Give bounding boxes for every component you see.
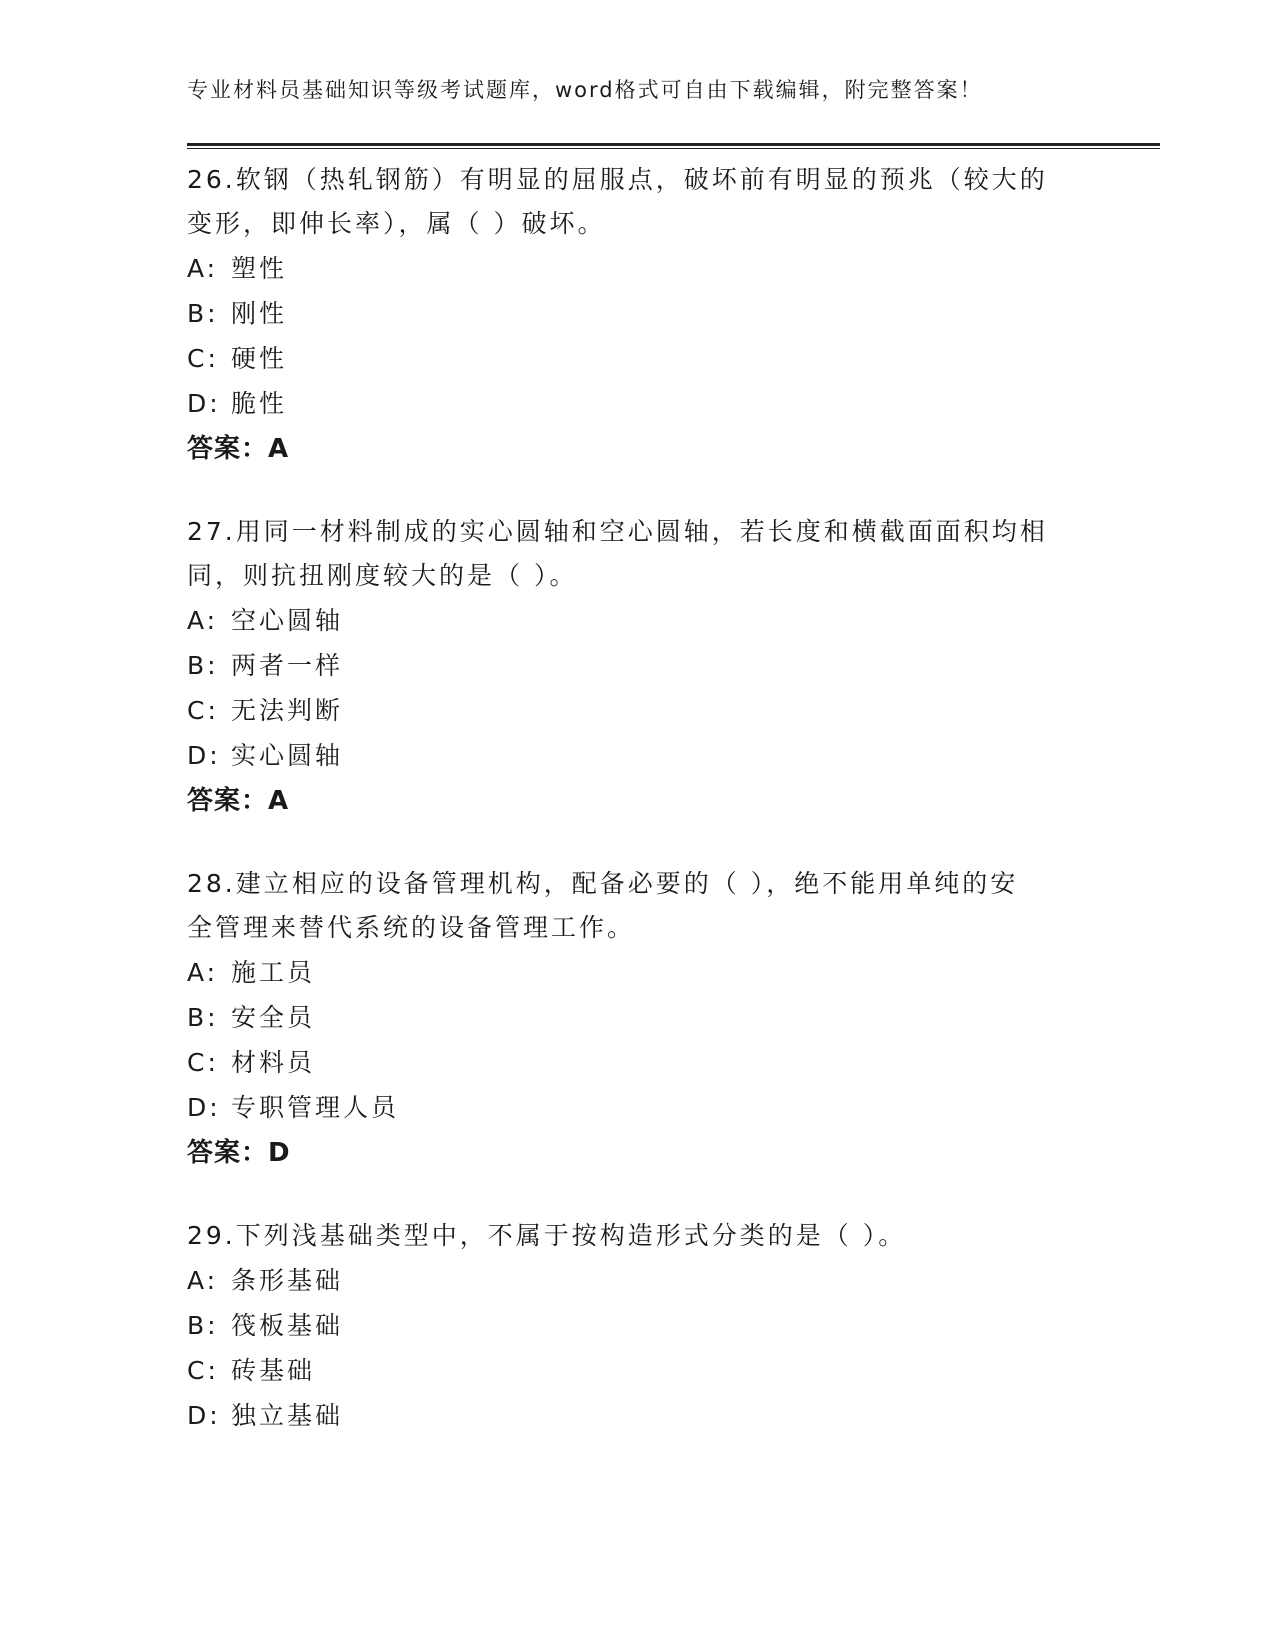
option-b bbox=[187, 291, 1087, 336]
option-c bbox=[187, 1348, 1087, 1393]
option-text: 空心圆轴 bbox=[231, 606, 344, 635]
option-key: D: bbox=[187, 741, 221, 770]
option-b bbox=[187, 1303, 1087, 1348]
answer-line: 答案：A bbox=[187, 786, 290, 816]
option-d bbox=[187, 733, 1087, 778]
option-text: 实心圆轴 bbox=[231, 741, 344, 770]
option-b bbox=[187, 995, 1087, 1040]
option-text: 施工员 bbox=[231, 958, 316, 987]
question-stem-line: 26.软钢（热轧钢筋）有明显的屈服点，破坏前有明显的预兆（较大的 bbox=[187, 165, 1048, 194]
option-a bbox=[187, 246, 1087, 291]
option-key: D: bbox=[187, 389, 221, 418]
option-key: B: bbox=[187, 1003, 219, 1032]
option-key: A: bbox=[187, 1266, 219, 1295]
option-key: D: bbox=[187, 1093, 221, 1122]
option-key: A: bbox=[187, 254, 219, 283]
option-text: 无法判断 bbox=[231, 696, 344, 725]
header-divider bbox=[187, 143, 1160, 149]
option-text: 脆性 bbox=[231, 389, 288, 418]
option-text: 专职管理人员 bbox=[231, 1093, 400, 1122]
option-key: C: bbox=[187, 344, 219, 373]
option-d bbox=[187, 1085, 1087, 1130]
question-28 bbox=[187, 862, 1087, 1176]
question-26 bbox=[187, 158, 1087, 472]
question-stem-line: 29.下列浅基础类型中，不属于按构造形式分类的是（ ）。 bbox=[187, 1221, 907, 1250]
page-header: 专业材料员基础知识等级考试题库，word格式可自由下载编辑，附完整答案！ bbox=[187, 78, 983, 102]
option-key: A: bbox=[187, 958, 219, 987]
option-c bbox=[187, 336, 1087, 381]
option-key: D: bbox=[187, 1401, 221, 1430]
option-text: 条形基础 bbox=[231, 1266, 344, 1295]
option-key: B: bbox=[187, 651, 219, 680]
question-29 bbox=[187, 1214, 1087, 1438]
option-d bbox=[187, 381, 1087, 426]
option-text: 安全员 bbox=[231, 1003, 316, 1032]
question-stem-line: 全管理来替代系统的设备管理工作。 bbox=[187, 913, 636, 942]
option-key: C: bbox=[187, 1356, 219, 1385]
option-c bbox=[187, 688, 1087, 733]
option-key: B: bbox=[187, 299, 219, 328]
question-stem-line: 变形，即伸长率），属（ ）破坏。 bbox=[187, 209, 606, 238]
option-text: 材料员 bbox=[231, 1048, 316, 1077]
answer-line: 答案：D bbox=[187, 1138, 291, 1168]
option-a bbox=[187, 1258, 1087, 1303]
option-key: A: bbox=[187, 606, 219, 635]
option-text: 刚性 bbox=[231, 299, 288, 328]
option-key: B: bbox=[187, 1311, 219, 1340]
question-27 bbox=[187, 510, 1087, 824]
question-stem-line: 28.建立相应的设备管理机构，配备必要的（ ），绝不能用单纯的安 bbox=[187, 869, 1019, 898]
option-c bbox=[187, 1040, 1087, 1085]
option-text: 硬性 bbox=[231, 344, 288, 373]
option-a bbox=[187, 950, 1087, 995]
question-stem-line: 同，则抗扭刚度较大的是（ ）。 bbox=[187, 561, 578, 590]
option-text: 两者一样 bbox=[231, 651, 344, 680]
answer-line: 答案：A bbox=[187, 434, 290, 464]
question-stem-line: 27.用同一材料制成的实心圆轴和空心圆轴，若长度和横截面面积均相 bbox=[187, 517, 1048, 546]
option-d bbox=[187, 1393, 1087, 1438]
option-key: C: bbox=[187, 696, 219, 725]
option-text: 独立基础 bbox=[231, 1401, 344, 1430]
option-b bbox=[187, 643, 1087, 688]
question-list bbox=[187, 158, 1087, 1476]
option-a bbox=[187, 598, 1087, 643]
option-text: 砖基础 bbox=[231, 1356, 316, 1385]
option-key: C: bbox=[187, 1048, 219, 1077]
option-text: 塑性 bbox=[231, 254, 288, 283]
option-text: 筏板基础 bbox=[231, 1311, 344, 1340]
